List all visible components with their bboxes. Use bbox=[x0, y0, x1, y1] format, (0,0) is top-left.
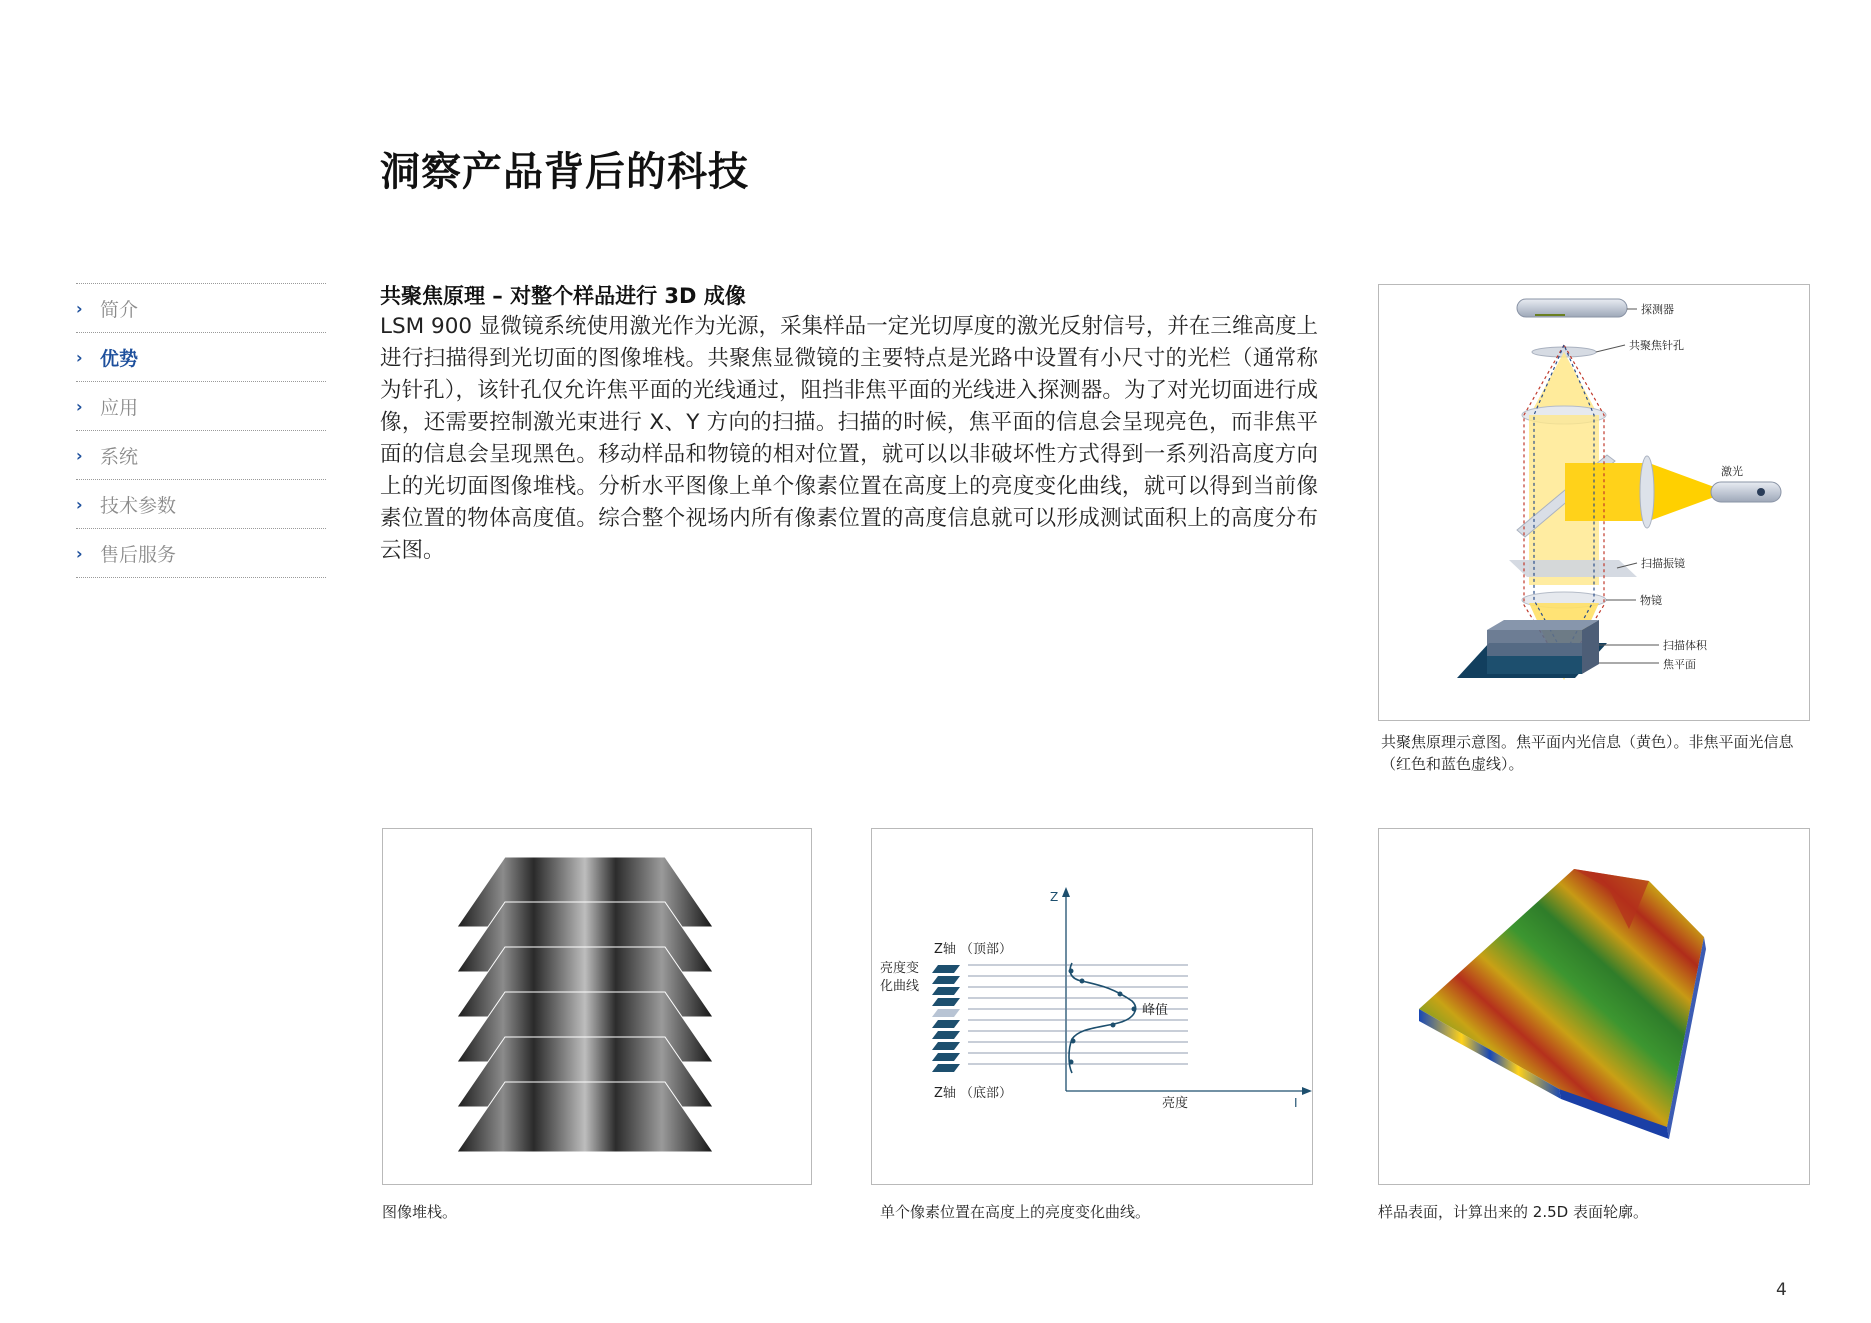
sidebar-item-system[interactable] bbox=[76, 430, 326, 479]
section-heading: 共聚焦原理 – 对整个样品进行 3D 成像 bbox=[380, 284, 746, 308]
sidebar-item-label: 技术参数 bbox=[100, 494, 177, 517]
image-stack-figure bbox=[382, 828, 812, 1185]
label-brightness: 亮度 bbox=[1162, 1096, 1189, 1111]
sidebar-nav bbox=[76, 283, 326, 578]
chevron-right-icon: › bbox=[76, 298, 83, 318]
sidebar-item-label: 简介 bbox=[100, 298, 139, 321]
label-z-top: Z轴 （顶部） bbox=[934, 942, 1013, 957]
sidebar-item-label: 应用 bbox=[100, 396, 139, 419]
body-paragraph: LSM 900 显微镜系统使用激光作为光源，采集样品一定光切厚度的激光反射信号，并在三维高度上进行扫描得到光切面的图像堆栈。共聚焦显微镜的主要特点是光路中设置有小尺寸的光栏（通常称为针孔），该针孔仅允许焦平面的光线通过，阻挡非焦平面的光线进入探测器。为了对光切面进行成像，还需要控制激光束进行 X、Y 方向的扫描。扫描的时候，焦平面的信息会呈现亮色，而非焦平面的信息会呈现黑色。移动样品和物镜的相对位置，就可以以非破坏性方式得到一系列沿高度方向上的光切面图像堆栈。分析水平图像上单个像素位置在高度上的亮度变化曲线，就可以得到当前像素位置的物体高度值。综合整个视场内所有像素位置的高度信息就可以形成测试面积上的高度分布云图。 bbox=[380, 314, 1318, 563]
label-detector: 探测器 bbox=[1641, 303, 1674, 316]
chevron-right-icon: › bbox=[76, 347, 83, 367]
chevron-right-icon: › bbox=[76, 445, 83, 465]
label-curve-2: 化曲线 bbox=[880, 979, 920, 994]
stack-slices bbox=[457, 857, 713, 1152]
page-number: 4 bbox=[1776, 1280, 1787, 1300]
confocal-diagram bbox=[1378, 284, 1810, 721]
intensity-curve-figure bbox=[871, 828, 1313, 1185]
sidebar-item-intro[interactable] bbox=[76, 283, 326, 332]
page-title: 洞察产品背后的科技 bbox=[380, 149, 749, 195]
chevron-right-icon: › bbox=[76, 543, 83, 563]
label-pinhole: 共聚焦针孔 bbox=[1629, 339, 1684, 352]
sidebar-item-label: 优势 bbox=[100, 347, 139, 370]
sidebar-item-label: 售后服务 bbox=[100, 543, 177, 566]
label-z-axis: Z bbox=[1050, 890, 1059, 904]
label-objective: 物镜 bbox=[1640, 594, 1662, 607]
chevron-right-icon: › bbox=[76, 494, 83, 514]
caption-curve: 单个像素位置在高度上的亮度变化曲线。 bbox=[880, 1203, 1151, 1221]
sidebar-item-label: 系统 bbox=[100, 445, 139, 468]
sidebar-item-specs[interactable] bbox=[76, 479, 326, 528]
caption-surface: 样品表面，计算出来的 2.5D 表面轮廓。 bbox=[1378, 1203, 1648, 1221]
sidebar-item-applications[interactable] bbox=[76, 381, 326, 430]
surface-profile-figure bbox=[1378, 828, 1810, 1185]
caption-stack: 图像堆栈。 bbox=[382, 1203, 458, 1221]
label-scan-mirror: 扫描振镜 bbox=[1641, 557, 1685, 570]
label-curve-1: 亮度变 bbox=[880, 961, 920, 976]
caption-confocal: 共聚焦原理示意图。焦平面内光信息（黄色）。非焦平面光信息（红色和蓝色虚线）。 bbox=[1381, 733, 1794, 773]
label-i-axis: I bbox=[1294, 1096, 1298, 1110]
label-peak: 峰值 bbox=[1142, 1003, 1169, 1018]
sidebar-item-advantages[interactable] bbox=[76, 332, 326, 381]
label-z-bottom: Z轴 （底部） bbox=[934, 1086, 1013, 1101]
label-laser: 激光 bbox=[1721, 465, 1743, 478]
chevron-right-icon: › bbox=[76, 396, 83, 416]
sidebar-item-service[interactable] bbox=[76, 528, 326, 578]
label-focal-plane: 焦平面 bbox=[1663, 658, 1696, 671]
surface-3d bbox=[1419, 869, 1706, 1139]
label-scan-volume: 扫描体积 bbox=[1663, 639, 1707, 652]
